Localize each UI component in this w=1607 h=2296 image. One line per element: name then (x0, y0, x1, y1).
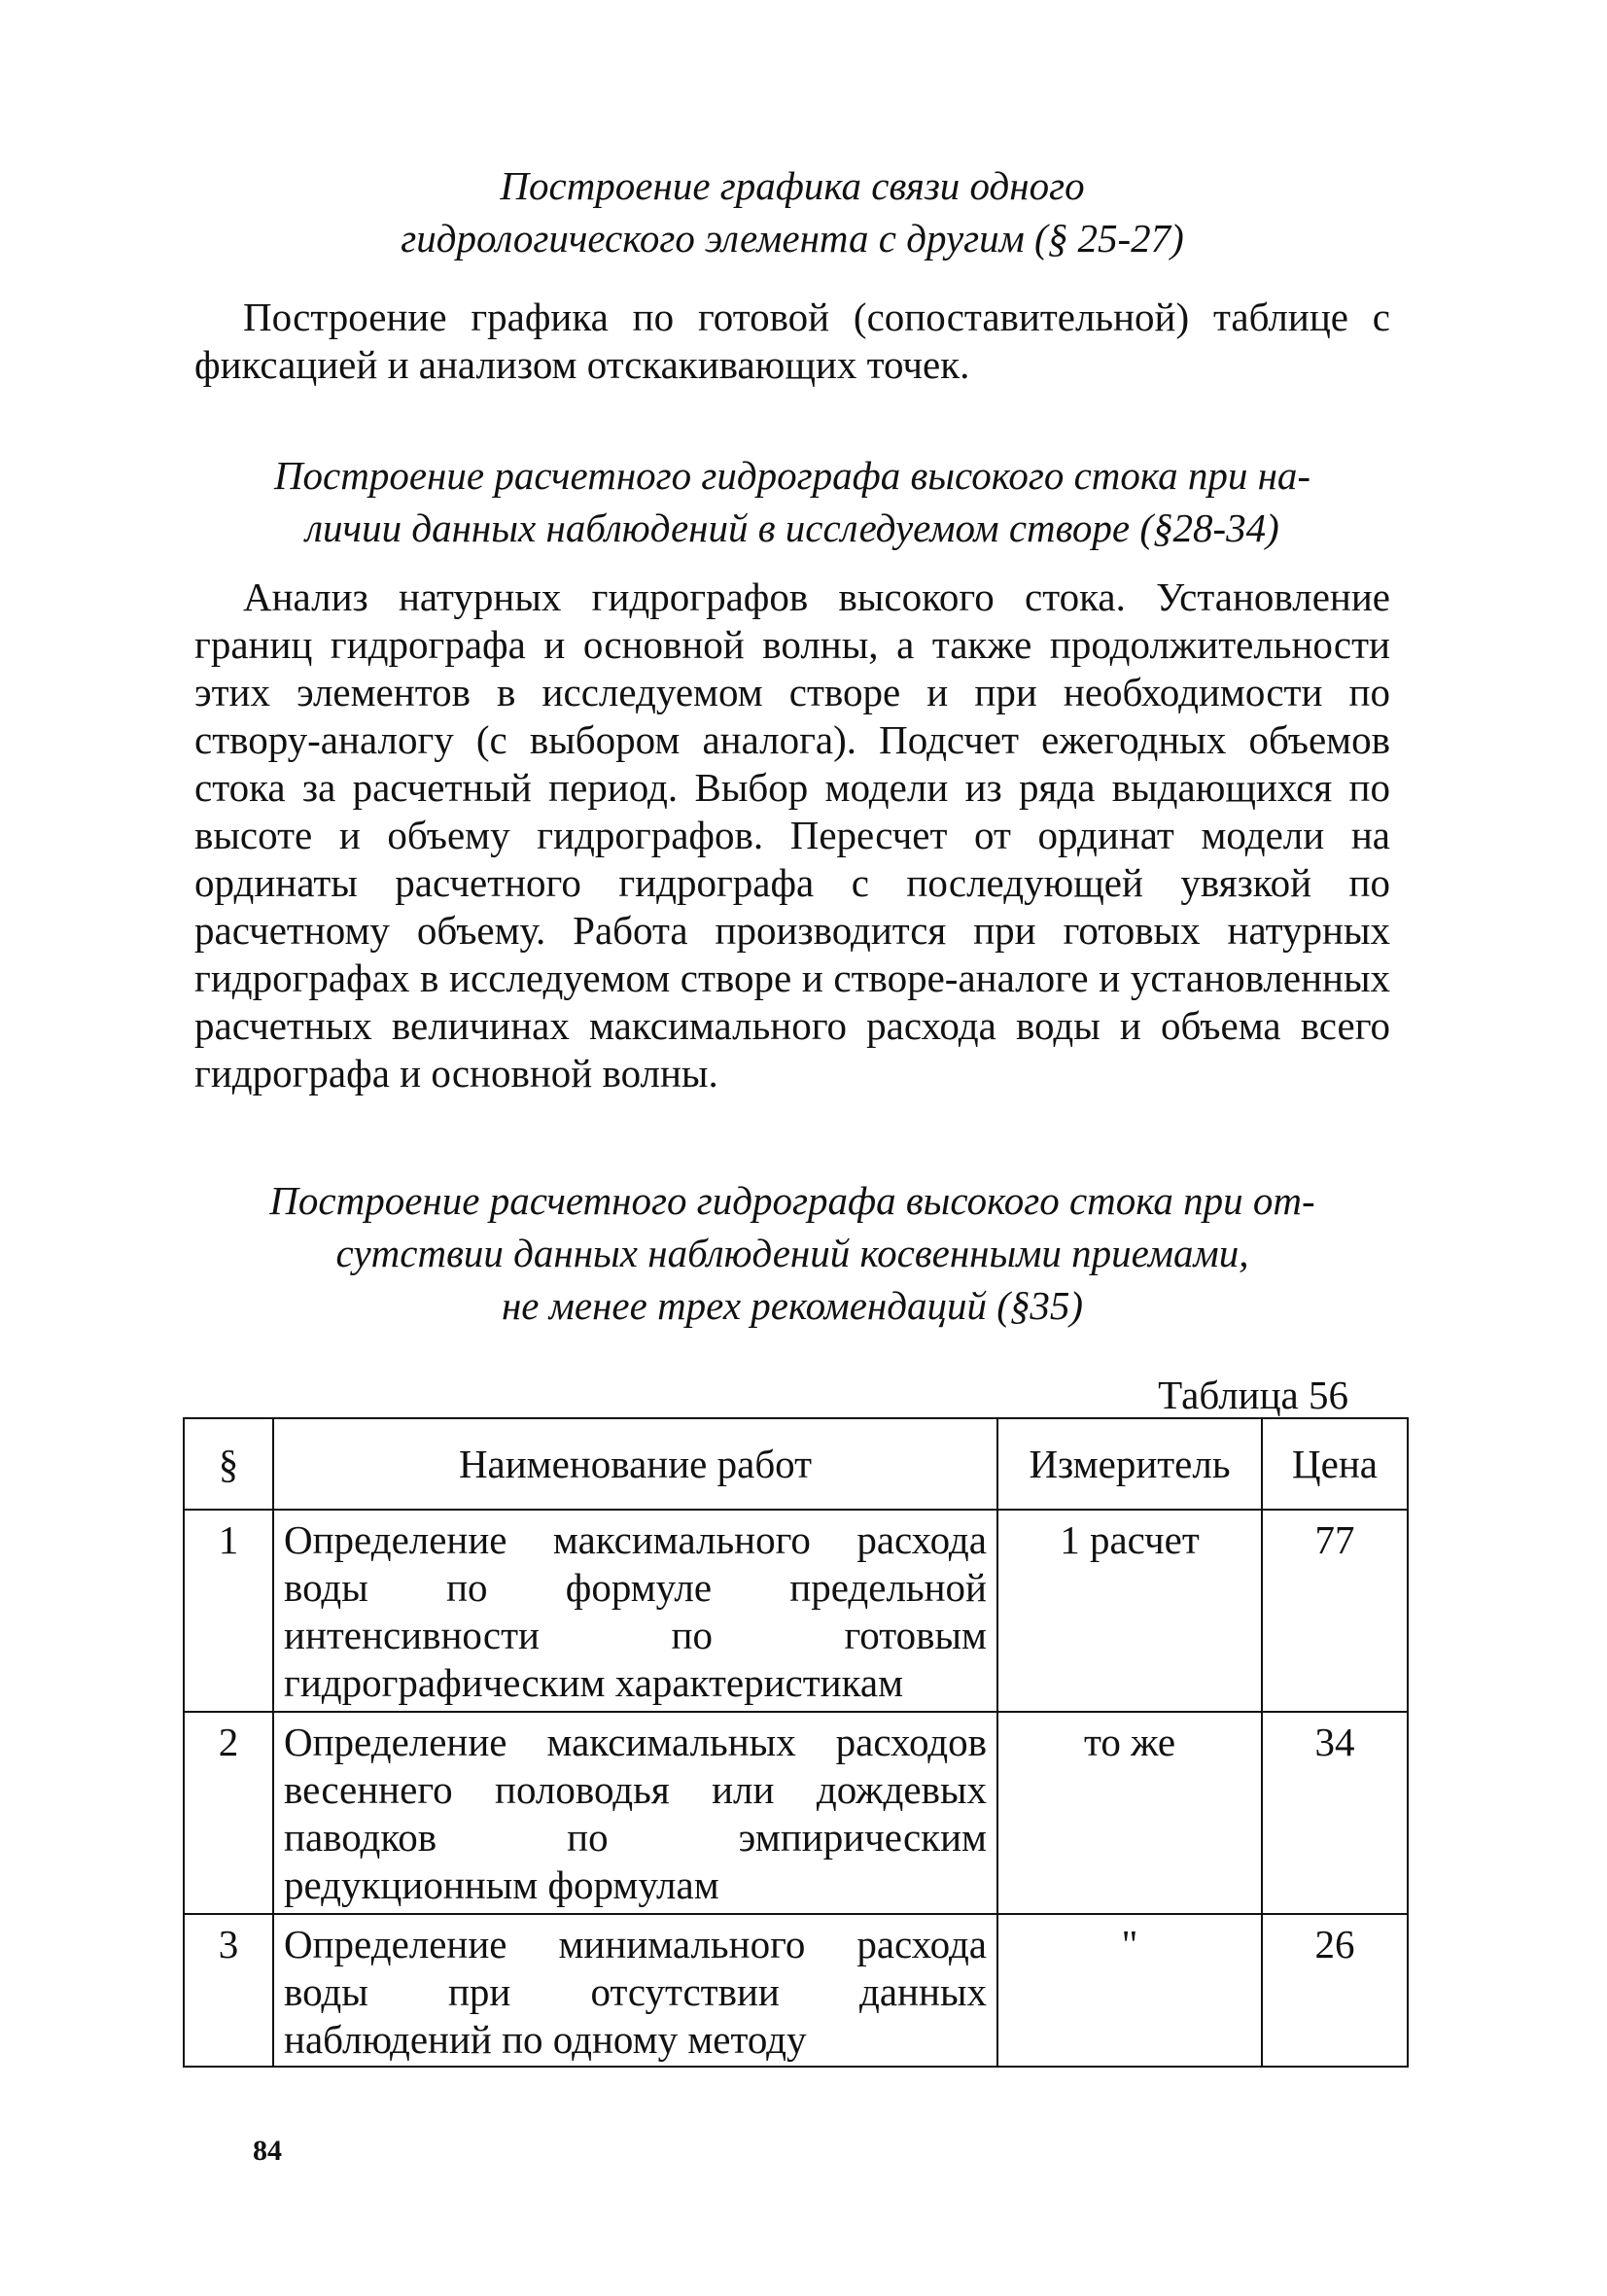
table-row (184, 1712, 1408, 1914)
header-work-name: Наименование работ (273, 1418, 997, 1510)
row-work-name: Определение максимальных расходов весеннего половодья или дождевых паводков по эмпирическим редукционным формулам (273, 1712, 997, 1914)
row-work-name: Определение минимального расхода воды при отсутствии данных наблюдений по одному методу (273, 1914, 997, 2067)
section-1-heading-line-2: гидрологического элемента с другим (§ 25-27) (401, 216, 1184, 261)
section-1-heading-line-1: Построение графика связи одного (500, 163, 1085, 208)
row-unit: 1 расчет (997, 1510, 1262, 1712)
section-2-heading-line-1: Построение расчетного гидрографа высокого стока при на- (273, 453, 1311, 498)
section-2-paragraph: Анализ натурных гидрографов высокого стока. Установление границ гидрографа и основной волны, а также продолжительности этих элементов в исследуемом створе и при необходимости по створу-аналогу (с выбором аналога). Подсчет ежегодных объемов стока за расчетный период. Выбор модели из ряда выдающихся по высоте и объему гидрографов. Пересчет от ординат модели на ординаты расчетного гидрографа с последующей увязкой по расчетному объему. Работа производится при готовых натурных гидрографах в исследуемом створе и створе-аналоге и установленных расчетных величинах максимального расхода воды и объема всего гидрографа и основной волны. (194, 574, 1390, 1096)
row-price: 77 (1262, 1510, 1408, 1712)
section-2-heading-line-2: личии данных наблюдений в исследуемом створе (§28-34) (305, 505, 1279, 550)
header-section: § (184, 1418, 273, 1510)
table-row (184, 1510, 1408, 1712)
header-price: Цена (1262, 1418, 1408, 1510)
section-1-heading (194, 159, 1390, 264)
row-unit: то же (997, 1712, 1262, 1914)
table-header-row (184, 1418, 1408, 1510)
row-price: 34 (1262, 1712, 1408, 1914)
header-unit: Измеритель (997, 1418, 1262, 1510)
works-table (183, 1417, 1409, 2068)
section-3-heading-line-3: не менее трех рекомендаций (§35) (501, 1283, 1084, 1328)
section-3-heading-line-2: сутствии данных наблюдений косвенными приемами, (335, 1231, 1249, 1275)
section-2-heading (194, 449, 1390, 554)
row-number: 1 (184, 1510, 273, 1712)
row-number: 2 (184, 1712, 273, 1914)
row-number: 3 (184, 1914, 273, 2067)
row-work-name: Определение максимального расхода воды по формуле предельной интенсивности по готовым гидрографическим характеристикам (273, 1510, 997, 1712)
table-row (184, 1914, 1408, 2067)
section-1-paragraph: Построение графика по готовой (сопоставительной) таблице с фиксацией и анализом отскакивающих точек. (194, 295, 1390, 387)
section-3-heading (194, 1174, 1390, 1332)
row-unit: " (997, 1914, 1262, 2067)
row-price: 26 (1262, 1914, 1408, 2067)
table-caption: Таблица 56 (1158, 1373, 1348, 1417)
page-number: 84 (253, 2135, 282, 2167)
section-3-heading-line-1: Построение расчетного гидрографа высокого стока при от- (269, 1178, 1315, 1223)
